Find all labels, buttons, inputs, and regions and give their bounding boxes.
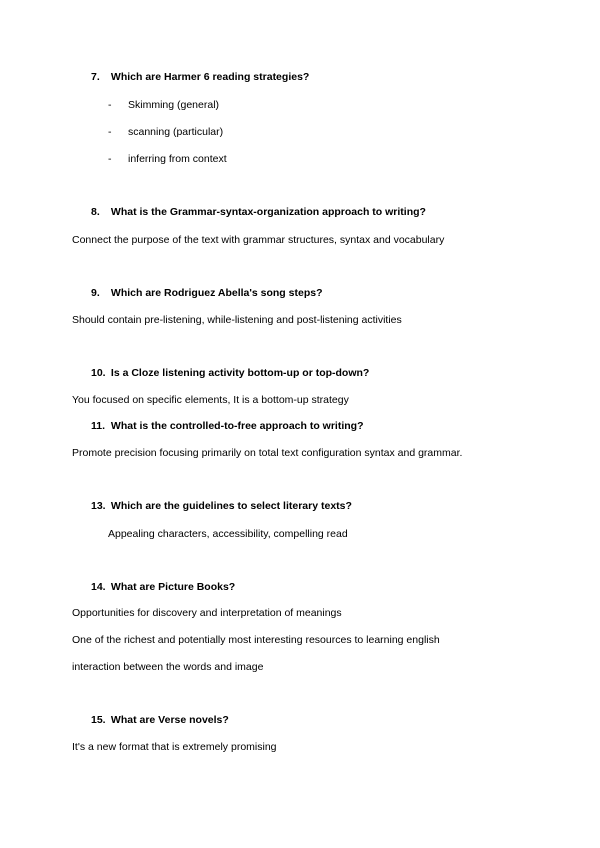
answer-text: Opportunities for discovery and interpretation of meanings bbox=[72, 607, 342, 619]
question-9-heading bbox=[91, 286, 322, 300]
bullet-dash: - bbox=[108, 126, 112, 138]
question-text: Is a Cloze listening activity bottom-up or top-down? bbox=[110, 367, 370, 379]
question-10-heading bbox=[91, 366, 369, 380]
answer-text: interaction between the words and image bbox=[72, 661, 264, 673]
question-text: What are Verse novels? bbox=[110, 714, 229, 726]
question-number: 15. bbox=[91, 714, 106, 726]
answer-text: It's a new format that is extremely promising bbox=[72, 741, 277, 753]
question-number: 7. bbox=[91, 71, 100, 83]
answer-text: You focused on specific elements, It is a bottom-up strategy bbox=[72, 394, 349, 406]
question-number: 14. bbox=[91, 581, 106, 593]
question-15-heading bbox=[91, 713, 229, 727]
question-text: Which are the guidelines to select literary texts? bbox=[110, 500, 352, 512]
answer-text: Appealing characters, accessibility, compelling read bbox=[108, 528, 348, 540]
list-item-text: scanning (particular) bbox=[128, 126, 224, 138]
question-number: 11. bbox=[91, 420, 106, 432]
question-text: What is the Grammar-syntax-organization approach to writing? bbox=[110, 206, 426, 218]
answer-text: One of the richest and potentially most interesting resources to learning english bbox=[72, 634, 440, 646]
question-text: What is the controlled-to-free approach to writing? bbox=[110, 420, 364, 432]
bullet-dash: - bbox=[108, 153, 112, 165]
answer-text: Connect the purpose of the text with grammar structures, syntax and vocabulary bbox=[72, 234, 445, 246]
bullet-dash: - bbox=[108, 99, 112, 111]
question-11-heading bbox=[91, 419, 364, 433]
answer-text: Should contain pre-listening, while-listening and post-listening activities bbox=[72, 314, 402, 326]
question-7-heading bbox=[91, 70, 309, 84]
question-number: 9. bbox=[91, 287, 100, 299]
question-number: 13. bbox=[91, 500, 106, 512]
question-14-heading bbox=[91, 580, 235, 594]
list-item-text: Skimming (general) bbox=[128, 99, 220, 111]
question-number: 10. bbox=[91, 367, 106, 379]
question-text: What are Picture Books? bbox=[110, 581, 236, 593]
answer-text: Promote precision focusing primarily on total text configuration syntax and grammar. bbox=[72, 447, 463, 459]
question-text: Which are Rodriguez Abella's song steps? bbox=[110, 287, 323, 299]
question-8-heading bbox=[91, 205, 426, 219]
question-number: 8. bbox=[91, 206, 100, 218]
question-13-heading bbox=[91, 499, 352, 513]
question-text: Which are Harmer 6 reading strategies? bbox=[110, 71, 310, 83]
list-item-text: inferring from context bbox=[128, 153, 227, 165]
